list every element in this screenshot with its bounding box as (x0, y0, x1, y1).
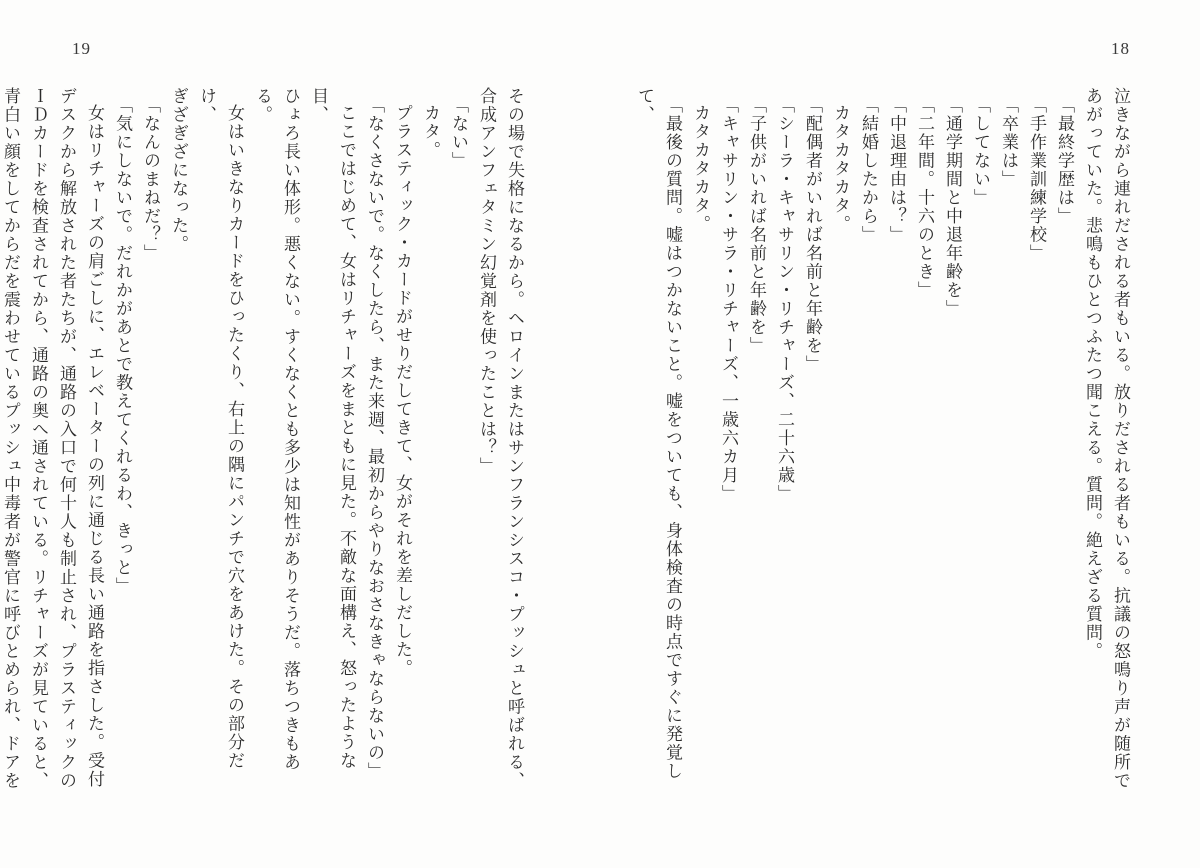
text-line: 「中退理由は？」 (887, 95, 906, 244)
text-line: 「最後の質問。嘘はつかないこと。嘘をついても、身体検査の時点ですぐに発覚して、 (635, 87, 682, 780)
text-line: 「配偶者がいれば名前と年齢を」 (803, 95, 822, 373)
text-line: 合成アンフェタミン幻覚剤を使ったことは？」 (477, 87, 496, 476)
text-line: 「最終学歴は」 (1055, 95, 1074, 225)
text-line: 「手作業訓練学校」 (1027, 95, 1046, 262)
page-number-left: 19 (72, 39, 91, 58)
text-line: その場で失格になるから。ヘロインまたはサンフランシスコ・プッシュと呼ばれる、 (505, 87, 524, 790)
right-page-text (630, 87, 1134, 799)
text-line: 「卒業は」 (999, 95, 1018, 188)
text-line: カタカタカタ。 (691, 104, 710, 234)
text-line: カタ。 (421, 104, 440, 160)
text-line: ここではじめて、女はリチャーズをまともに見た。不敵な面構え、怒ったような目、 (309, 87, 356, 770)
text-line: 「ない」 (449, 95, 468, 170)
text-line: 泣きながら連れだされる者もいる。放りだされる者もいる。抗議の怒鳴り声が随所で (1111, 87, 1130, 790)
text-line: 女はリチャーズの肩ごしに、エレベーターの列に通じる長い通路を指さした。受付 (85, 104, 104, 789)
text-line: 「してない」 (971, 95, 990, 207)
text-line: カタカタカタ。 (831, 104, 850, 234)
text-line: 女はいきなりカードをひったくり、右上の隅にパンチで穴をあけた。その部分だけ、 (197, 87, 244, 770)
text-line: デスクから解放された者たちが、通路の入口で何十人も制止され、プラスティックの (57, 87, 76, 790)
text-line: 「通学期間と中退年齢を」 (943, 95, 962, 318)
text-line: 「なくさないで。なくしたら、また来週、最初からやりなおさなきゃならないの」 (365, 95, 384, 780)
text-line: 青白い顔をしてからだを震わせているプッシュ中毒者が警官に呼びとめられ、ドアを (1, 87, 20, 790)
text-line: ぎざぎざになった。 (169, 87, 188, 254)
text-line: プラスティック・カードがせりだしてきて、女がそれを差しだした。 (393, 104, 412, 678)
text-line: あがっていた。悲鳴もひとつふたつ聞こえる。質問。絶えざる質問。 (1083, 87, 1102, 661)
left-page-text (0, 87, 528, 799)
text-line: 「気にしないで。だれかがあとで教えてくれるわ、きっと」 (113, 95, 132, 595)
text-line: 「キャサリン・サラ・リチャーズ、一歳六カ月」 (719, 95, 738, 503)
text-line: 「二年間。十六のとき」 (915, 95, 934, 299)
page-number-right: 18 (1111, 39, 1130, 58)
text-line: 「子供がいれば名前と年齢を」 (747, 95, 766, 355)
text-line: 「なんのまねだ？」 (141, 95, 160, 262)
text-line: ひょろ長い体形。悪くない。すくなくとも多少は知性がありそうだ。落ちつきもある。 (253, 87, 300, 772)
text-line: 「結婚したから」 (859, 95, 878, 244)
text-line: 「シーラ・キャサリン・リチャーズ、二十六歳」 (775, 95, 794, 503)
text-line: ＩＤカードを検査されてから、通路の奥へ通されている。リチャーズが見ていると、 (29, 87, 48, 790)
